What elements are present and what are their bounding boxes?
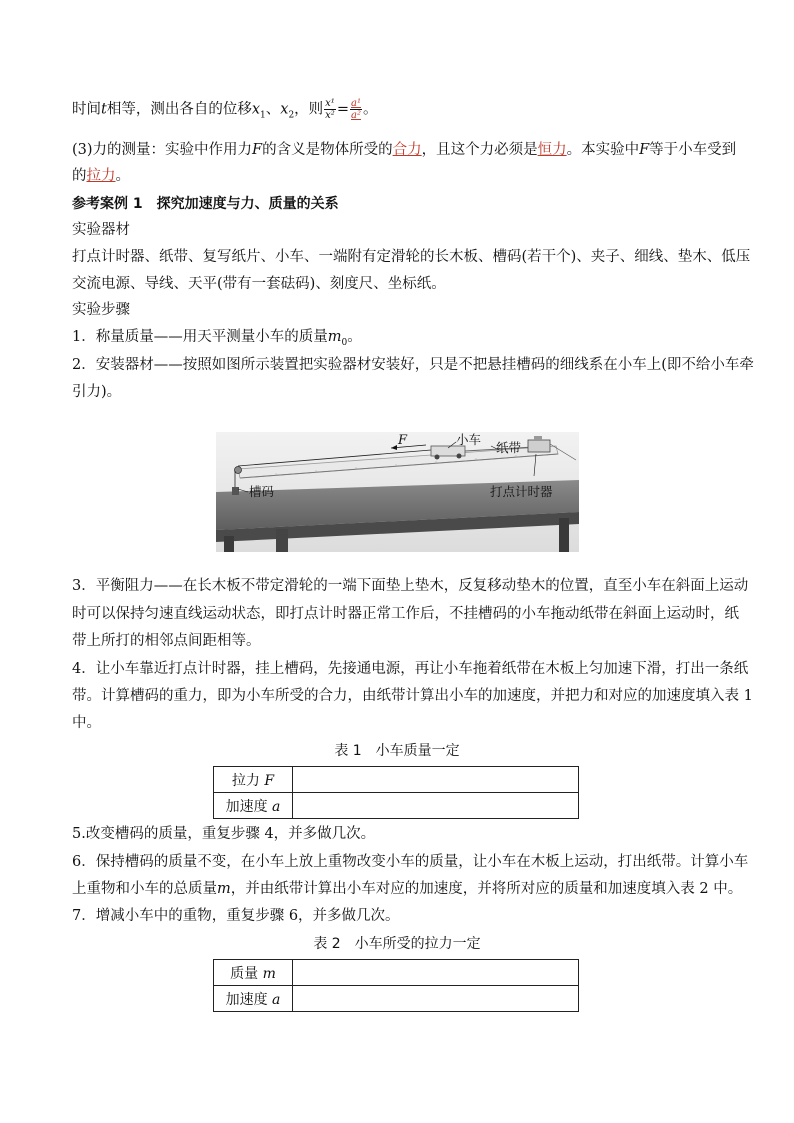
table-row xyxy=(214,767,579,793)
section-heading: 参考案例 1 探究加速度与力、质量的关系 xyxy=(72,196,339,212)
text-line-1 xyxy=(72,98,724,125)
step-4-line-1: 4．让小车靠近打点计时器，挂上槽码，先接通电源，再让小车拖着纸带在木板上匀加速下滑，打出一条纸 xyxy=(72,661,749,677)
empty-cell xyxy=(293,960,579,986)
text: 。 xyxy=(362,101,378,118)
step-4-line-2: 带。计算槽码的重力，即为小车所受的合力，由纸带计算出小车的加速度，并把力和对应的加速度填入表 1 xyxy=(72,688,753,704)
text: 的含义是物体所受的 xyxy=(262,142,393,158)
step-3-line-1: 3．平衡阻力——在长木板不带定滑轮的一端下面垫上垫木，反复移动垫木的位置，直至小车在斜面上运动 xyxy=(72,578,749,594)
fraction-numerator: x¹ xyxy=(325,98,335,109)
row-var: F xyxy=(264,772,275,789)
row-header xyxy=(214,960,293,986)
step-5: 5.改变槽码的质量，重复步骤 4，并多做几次。 xyxy=(72,826,376,842)
answer-blank: 拉力 xyxy=(86,168,116,184)
row-header xyxy=(214,793,293,819)
equals-sign: = xyxy=(336,101,349,118)
table-row xyxy=(214,960,579,986)
label-cart: 小车 xyxy=(456,432,482,447)
row-label: 质量 xyxy=(230,965,259,982)
row-var: m xyxy=(262,965,276,982)
var-x2: x xyxy=(280,101,289,118)
table-leg xyxy=(224,536,234,552)
label-tape: 纸带 xyxy=(496,440,522,455)
step-1 xyxy=(72,327,724,353)
text: (3)力的测量：实验中作用力 xyxy=(72,142,253,158)
label-F: F xyxy=(398,433,408,448)
fraction-a-ratio xyxy=(350,98,362,121)
subscript: 2 xyxy=(288,110,295,121)
step-3-line-2: 时可以保持匀速直线运动状态，即打点计时器正常工作后，不挂槽码的小车拖动纸带在斜面上运动时，纸 xyxy=(72,606,739,622)
subheading-equipment: 实验器材 xyxy=(72,222,130,238)
subscript: 0 xyxy=(341,337,348,348)
equipment-line-1: 打点计时器、纸带、复写纸片、小车、一端附有定滑轮的长木板、槽码(若干个)、夹子、细线、垫木、低压 xyxy=(72,249,751,265)
row-header xyxy=(214,986,293,1012)
step-2-line-2: 引力)。 xyxy=(72,384,122,400)
text: 相等，测出各自的位移 xyxy=(106,101,252,118)
apparatus-photo xyxy=(216,432,579,552)
fraction-denominator: x² xyxy=(325,110,335,121)
answer-blank: 合力 xyxy=(392,142,422,158)
table-row xyxy=(214,793,579,819)
text: 1．称量质量——用天平测量小车的质量 xyxy=(72,329,328,345)
text: 的 xyxy=(72,168,87,184)
step-7: 7．增减小车中的重物，重复步骤 6，并多做几次。 xyxy=(72,908,400,924)
row-var: a xyxy=(272,991,281,1008)
table-1 xyxy=(213,766,579,819)
text: 上重物和小车的总质量 xyxy=(72,881,217,897)
text: 。 xyxy=(115,168,130,184)
text-line-2 xyxy=(72,140,737,160)
empty-cell xyxy=(293,767,579,793)
text: 。 xyxy=(347,329,362,345)
var-m: m xyxy=(217,881,231,897)
text: 。本实验中 xyxy=(566,142,640,158)
timer xyxy=(528,440,550,452)
empty-cell xyxy=(293,793,579,819)
label-timer: 打点计时器 xyxy=(490,484,553,499)
table-2-caption: 表 2 小车所受的拉力一定 xyxy=(313,936,481,952)
step-4-line-3: 中。 xyxy=(72,715,101,731)
table-2 xyxy=(213,959,579,1012)
var-F: F xyxy=(252,142,263,158)
fraction-denominator: a² xyxy=(350,110,361,121)
fraction-x-ratio xyxy=(324,98,336,121)
subscript: 1 xyxy=(260,110,266,121)
answer-blank: 恒力 xyxy=(537,142,567,158)
pulley xyxy=(235,467,242,474)
label-weight: 槽码 xyxy=(249,484,275,499)
subheading-steps: 实验步骤 xyxy=(72,302,130,318)
table-leg xyxy=(559,518,569,552)
text: ，则 xyxy=(294,101,324,118)
text: 时间 xyxy=(72,101,101,118)
text-line-3 xyxy=(72,166,724,186)
step-3-line-3: 带上所打的相邻点间距相等。 xyxy=(72,633,261,649)
text: ，并由纸带计算出小车对应的加速度，并将所对应的质量和加速度填入表 2 中。 xyxy=(230,881,743,897)
hanging-weight xyxy=(232,487,239,495)
table-row xyxy=(214,986,579,1012)
text: 等于小车受到 xyxy=(649,142,737,158)
row-var: a xyxy=(272,798,281,815)
row-label: 加速度 xyxy=(225,798,268,815)
var-t: t xyxy=(101,101,107,118)
row-label: 拉力 xyxy=(231,772,260,789)
var-m: m xyxy=(327,329,342,345)
table-1-caption: 表 1 小车质量一定 xyxy=(334,743,460,759)
row-header xyxy=(214,767,293,793)
step-6-line-2 xyxy=(72,879,743,899)
apparatus-illustration xyxy=(216,432,579,552)
table-leg xyxy=(276,529,288,552)
equipment-line-2: 交流电源、导线、天平(带有一套砝码)、刻度尺、坐标纸。 xyxy=(72,276,446,292)
step-2-line-1: 2．安装器材——按照如图所示装置把实验器材安装好，只是不把悬挂槽码的细线系在小车上(即不给小车牵 xyxy=(72,357,754,373)
var-x1: x xyxy=(251,101,261,118)
row-label: 加速度 xyxy=(225,991,268,1008)
fraction-numerator: a¹ xyxy=(350,98,361,109)
empty-cell xyxy=(293,986,579,1012)
text: 、 xyxy=(265,101,281,118)
var-F: F xyxy=(639,142,650,158)
step-6-line-1: 6．保持槽码的质量不变，在小车上放上重物改变小车的质量，让小车在木板上运动，打出纸带。计算小车 xyxy=(72,854,749,870)
text: ，且这个力必须是 xyxy=(421,142,538,158)
